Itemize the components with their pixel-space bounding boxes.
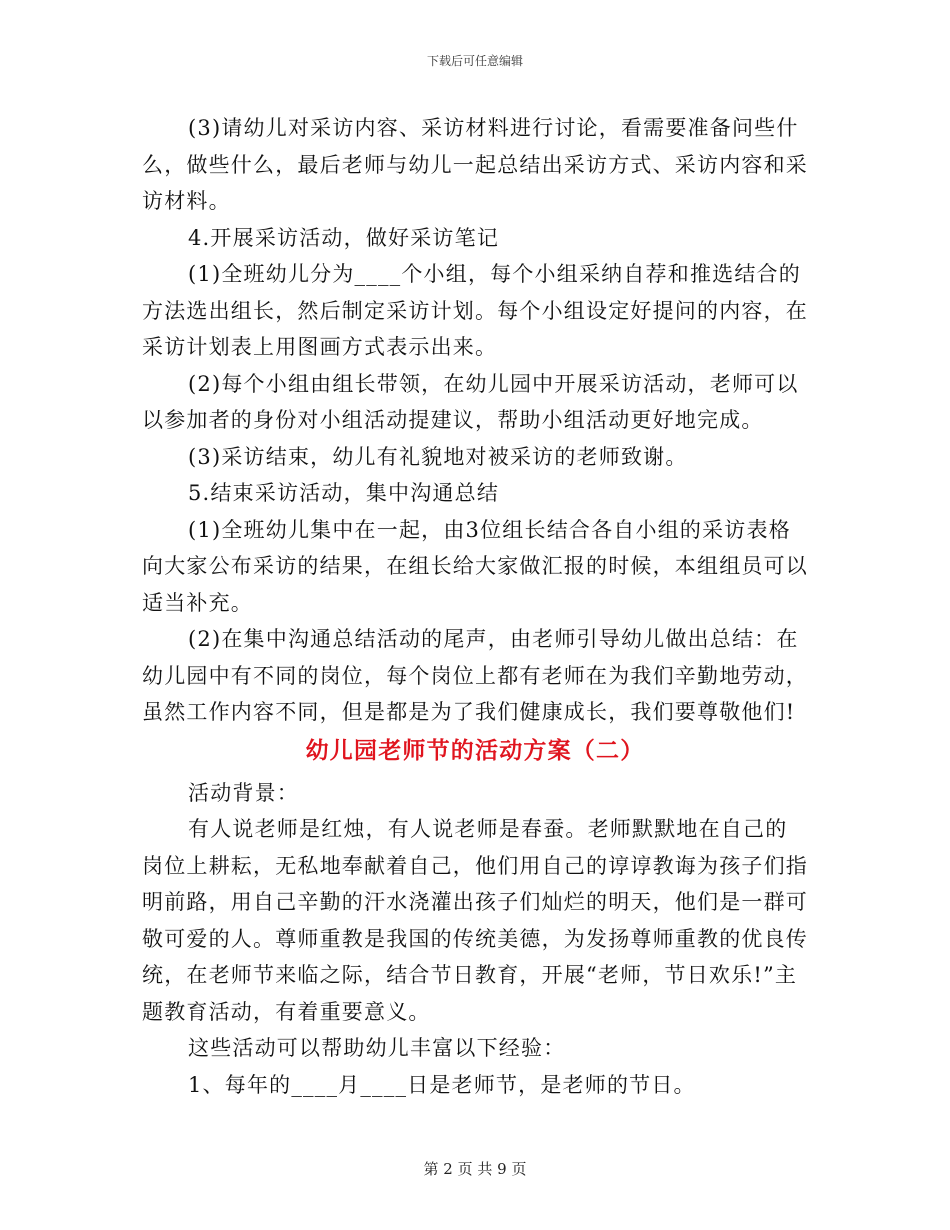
page-header: 下载后可任意编辑: [426, 54, 523, 68]
paragraph: (1)全班幼儿分为____个小组，每个小组采纳自荐和推选结合的方法选出组长，然后制定采访计划。每个小组设定好提问的内容，在采访计划表上用图画方式表示出来。: [142, 262, 808, 359]
paragraph: (1)全班幼儿集中在一起，由3位组长结合各自小组的采访表格向大家公布采访的结果，在组长给大家做汇报的时候，本组组员可以适当补充。: [142, 517, 808, 615]
paragraph: (3)采访结束，幼儿有礼貌地对被采访的老师致谢。: [188, 444, 688, 469]
paragraph: 活动背景：: [188, 780, 299, 805]
paragraph: 5.结束采访活动，集中沟通总结: [188, 481, 500, 505]
paragraph: 4.开展采访活动，做好采访笔记: [188, 225, 500, 250]
paragraph: 有人说老师是红烛，有人说老师是春蚕。老师默默地在自己的岗位上耕耘，无私地奉献着自己，他们用自己的谆谆教诲为孩子们指明前路，用自己辛勤的汗水浇灌出孩子们灿烂的明天，他们是一群可敬可爱的人。尊师重教是我国的传统美德，为发扬尊师重教的优良传统，在老师节来临之际，结合节日教育，开展“老师，节日欢乐!”主题教育活动，有着重要意义。: [142, 817, 808, 1024]
page-number: 第 2 页 共 9 页: [423, 1160, 527, 1178]
paragraph: 1、每年的____月____日是老师节，是老师的节日。: [188, 1072, 696, 1097]
section-title: 幼儿园老师节的活动方案（二）: [305, 736, 645, 764]
paragraph: 这些活动可以帮助幼儿丰富以下经验：: [188, 1036, 566, 1060]
paragraph: (2)每个小组由组长带领，在幼儿园中开展采访活动，老师可以以参加者的身份对小组活动提建议，帮助小组活动更好地完成。: [142, 371, 799, 432]
document-body: [142, 110, 808, 1103]
paragraph: (3)请幼儿对采访内容、采访材料进行讨论，看需要准备问些什么，做些什么，最后老师与幼儿一起总结出采访方式、采访内容和采访材料。: [142, 116, 808, 213]
paragraph: (2)在集中沟通总结活动的尾声，由老师引导幼儿做出总结：在幼儿园中有不同的岗位，每个岗位上都有老师在为我们辛勤地劳动，虽然工作内容不同，但是都是为了我们健康成长，我们要尊敬他们!: [142, 627, 808, 724]
